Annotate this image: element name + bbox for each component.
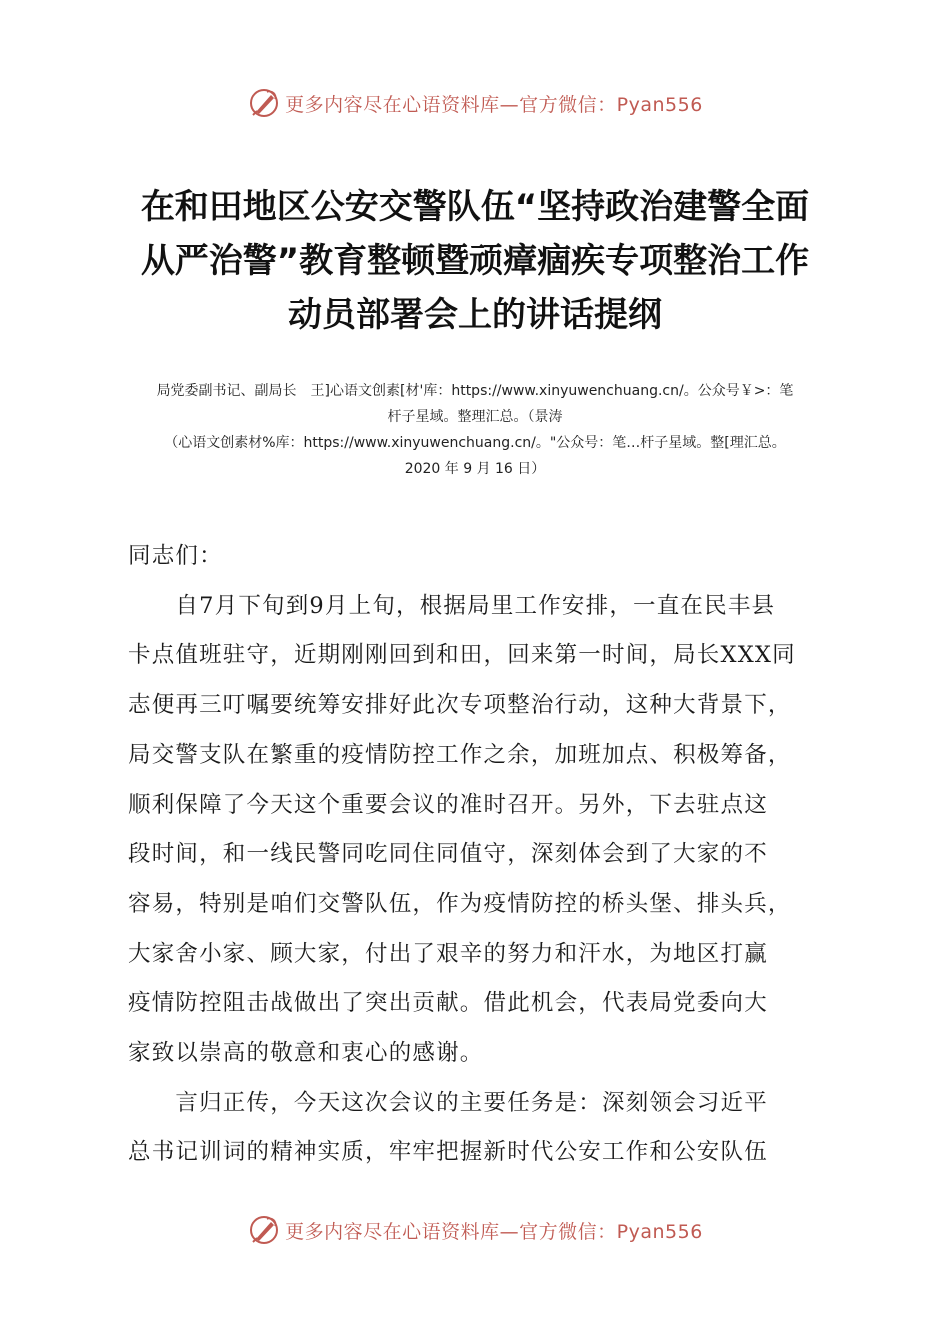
- body-line: 段时间，和一线民警同吃同住同值守，深刻体会到了大家的不: [128, 841, 768, 868]
- body-line: 总书记训词的精神实质，牢牢把握新时代公安工作和公安队伍: [128, 1139, 768, 1166]
- body-line: 言归正传，今天这次会议的主要任务是：深刻领会习近平: [128, 1089, 768, 1116]
- body-line: 疫情防控阻击战做出了突出贡献。借此机会，代表局党委向大: [128, 990, 768, 1017]
- author-byline: [118, 378, 832, 482]
- title-line: 从严治警”教育整顿暨顽瘴痼疾专项整治工作: [140, 241, 810, 281]
- footer-banner: [0, 1210, 950, 1250]
- body-line: 大家舍小家、顾大家，付出了艰辛的努力和汗水，为地区打赢: [128, 940, 768, 967]
- body-line: 容易，特别是咱们交警队伍，作为疫情防控的桥头堡、排头兵，: [128, 890, 792, 917]
- byline-line: 2020 年 9 月 16 日）: [404, 461, 546, 477]
- body-line: 卡点值班驻守，近期刚刚回到和田，回来第一时间，局长XXX同: [128, 642, 796, 669]
- quill-pen-logo-icon: [247, 86, 281, 120]
- title-line: 动员部署会上的讲话提纲: [288, 295, 662, 335]
- header-banner-text: 更多内容尽在心语资料库—官方微信：Pyan556: [285, 93, 703, 116]
- byline-line: 杆子星域。整理汇总。（景涛: [387, 409, 563, 425]
- document-title: [118, 180, 832, 342]
- body-line: 家致以崇高的敬意和衷心的感谢。: [128, 1040, 484, 1067]
- quill-pen-logo-icon: [247, 1213, 281, 1247]
- salutation: 同志们：: [128, 543, 223, 569]
- byline-line: 局党委副书记、副局长 王]心语文创素[材'库：https://www.xinyuwenchuang.cn/。公众号￥>：笔: [156, 383, 794, 399]
- body-line: 顺利保障了今天这个重要会议的准时召开。另外，下去驻点这: [128, 791, 768, 818]
- title-line: 在和田地区公安交警队伍“坚持政治建警全面: [140, 187, 810, 227]
- footer-banner-text: 更多内容尽在心语资料库—官方微信：Pyan556: [285, 1220, 703, 1243]
- byline-line: （心语文创素材%库：https://www.xinyuwenchuang.cn/。"公众号：笔…杆子星域。整[理汇总。: [164, 435, 786, 451]
- document-body: [128, 532, 838, 1178]
- body-line: 自7月下旬到9月上旬，根据局里工作安排，一直在民丰县: [128, 592, 776, 619]
- body-line: 局交警支队在繁重的疫情防控工作之余，加班加点、积极筹备，: [128, 741, 792, 768]
- header-banner: [0, 83, 950, 123]
- body-line: 志便再三叮嘱要统筹安排好此次专项整治行动，这种大背景下，: [128, 692, 792, 719]
